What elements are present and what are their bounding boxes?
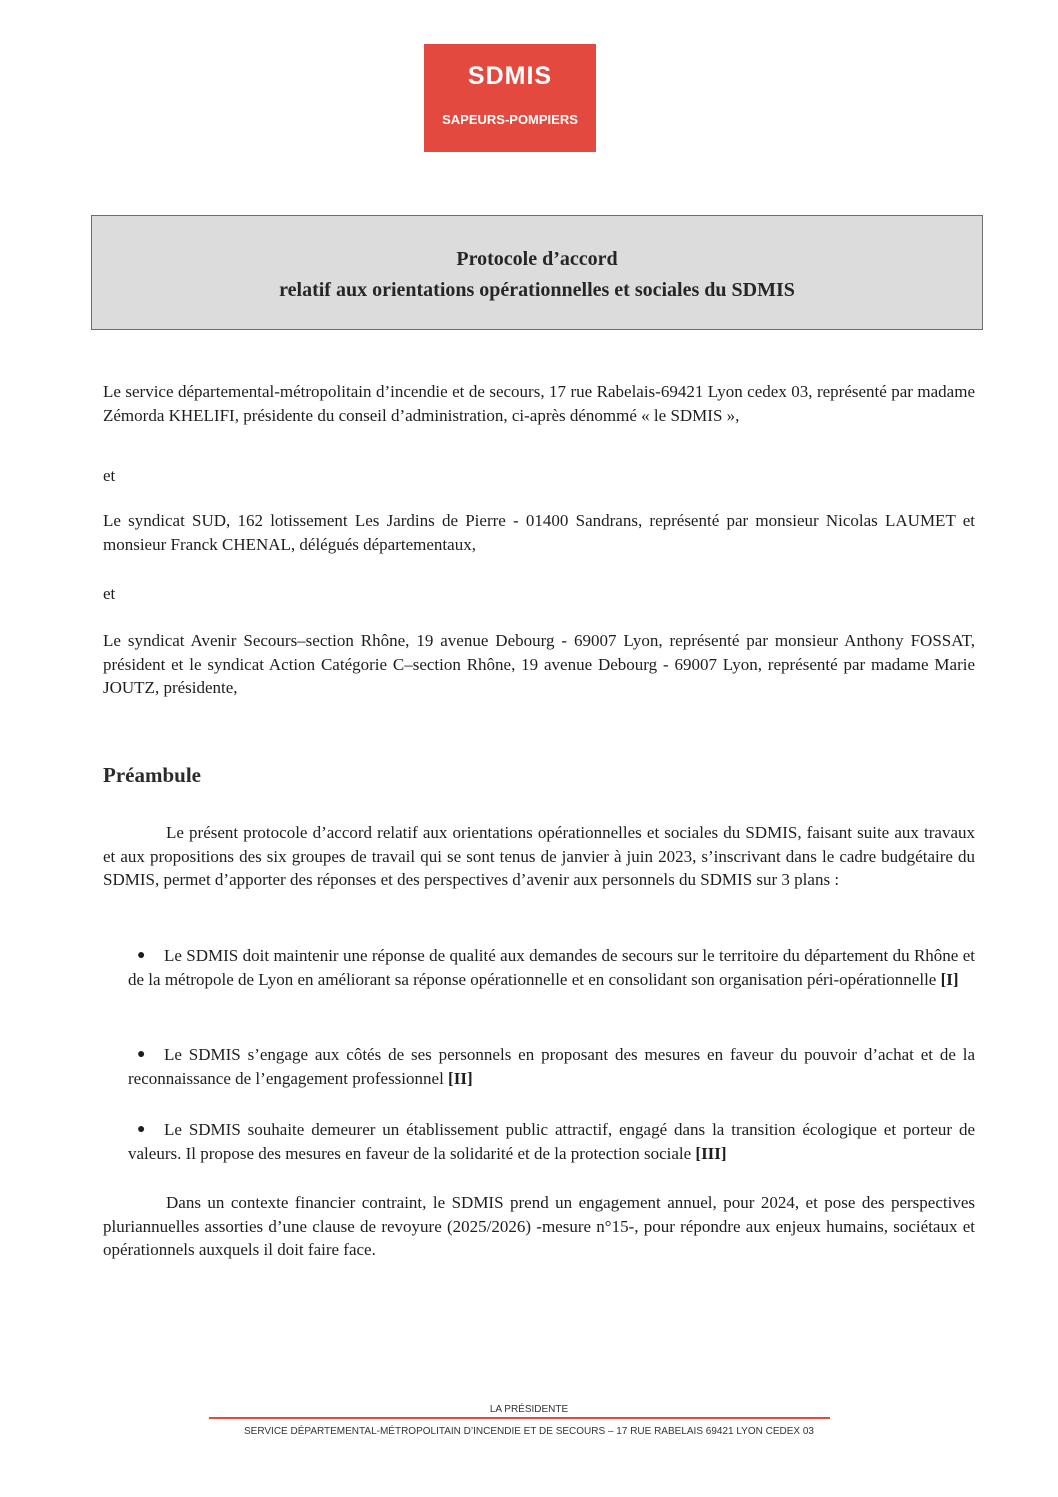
bullet-ref-1: [I] [940,970,959,989]
conjunction-et-1: et [103,466,116,485]
preamble-conclusion: Dans un contexte financier contraint, le SDMIS prend un engagement annuel, pour 2024, et pose des perspectives pluriannuelles assorties d’une clause de revoyure (2025/2026) -mesure n°15-, pour répondre aux enjeux humains, sociétaux et opérationnels auxquels il doit faire face. [103,1193,975,1259]
preamble-heading: Préambule [103,763,201,787]
bullet-icon: ● [137,1122,146,1137]
bullet-text-2: Le SDMIS s’engage aux côtés de ses personnels en proposant des mesures en faveur du pouvoir d’achat et de la reconnaissance de l’engagement professionnel [128,1045,975,1088]
logo-title: SDMIS [467,62,553,90]
party-sdmis: Le service départemental-métropolitain d’incendie et de secours, 17 rue Rabelais-69421 Lyon cedex 03, représenté par madame Zémorda KHELIFI, présidente du conseil d’administration, ci-après dénommé « le SDMIS », [103,382,975,425]
bullet-ref-3: [III] [695,1144,727,1163]
bullet-icon: ● [137,1047,146,1062]
document-title-line2: relatif aux orientations opérationnelles et sociales du SDMIS [279,279,795,301]
bullet-text-1: Le SDMIS doit maintenir une réponse de qualité aux demandes de secours sur le territoire du département du Rhône et de la métropole de Lyon en améliorant sa réponse opérationnelle et en consolidant son organisation péri-opérationnelle [128,946,975,989]
footer-label: LA PRÉSIDENTE [489,1404,569,1415]
footer-divider [209,1417,830,1419]
sdmis-logo [424,44,596,152]
party-avenir-secours: Le syndicat Avenir Secours–section Rhône, 19 avenue Debourg - 69007 Lyon, représenté par monsieur Anthony FOSSAT, président et le syndicat Action Catégorie C–section Rhône, 19 avenue Debourg - 69007 Lyon, représenté par madame Marie JOUTZ, présidente, [103,631,975,697]
conjunction-et-2: et [103,584,116,603]
document-title-line1: Protocole d’accord [456,248,618,270]
document-title-box [91,215,983,330]
bullet-text-3: Le SDMIS souhaite demeurer un établissement public attractif, engagé dans la transition écologique et porteur de valeurs. Il propose des mesures en faveur de la solidarité et de la protection sociale [128,1120,975,1163]
bullet-ref-2: [II] [448,1069,473,1088]
bullet-icon: ● [137,948,146,963]
bullet-item-2 [128,1043,975,1091]
bullet-item-3 [128,1118,975,1166]
bullet-item-1 [128,944,975,992]
footer-address: SERVICE DÉPARTEMENTAL-MÉTROPOLITAIN D’INCENDIE ET DE SECOURS – 17 RUE RABELAIS 69421 LYON CEDEX 03 [244,1426,814,1437]
party-sud: Le syndicat SUD, 162 lotissement Les Jardins de Pierre - 01400 Sandrans, représenté par monsieur Nicolas LAUMET et monsieur Franck CHENAL, délégués départementaux, [103,511,975,554]
logo-subtitle: SAPEURS-POMPIERS [442,112,578,127]
preamble-intro: Le présent protocole d’accord relatif aux orientations opérationnelles et sociales du SDMIS, faisant suite aux travaux et aux propositions des six groupes de travail qui se sont tenus de janvier à juin 2023, s’inscrivant dans le cadre budgétaire du SDMIS, permet d’apporter des réponses et des perspectives d’avenir aux personnels du SDMIS sur 3 plans : [103,823,975,889]
